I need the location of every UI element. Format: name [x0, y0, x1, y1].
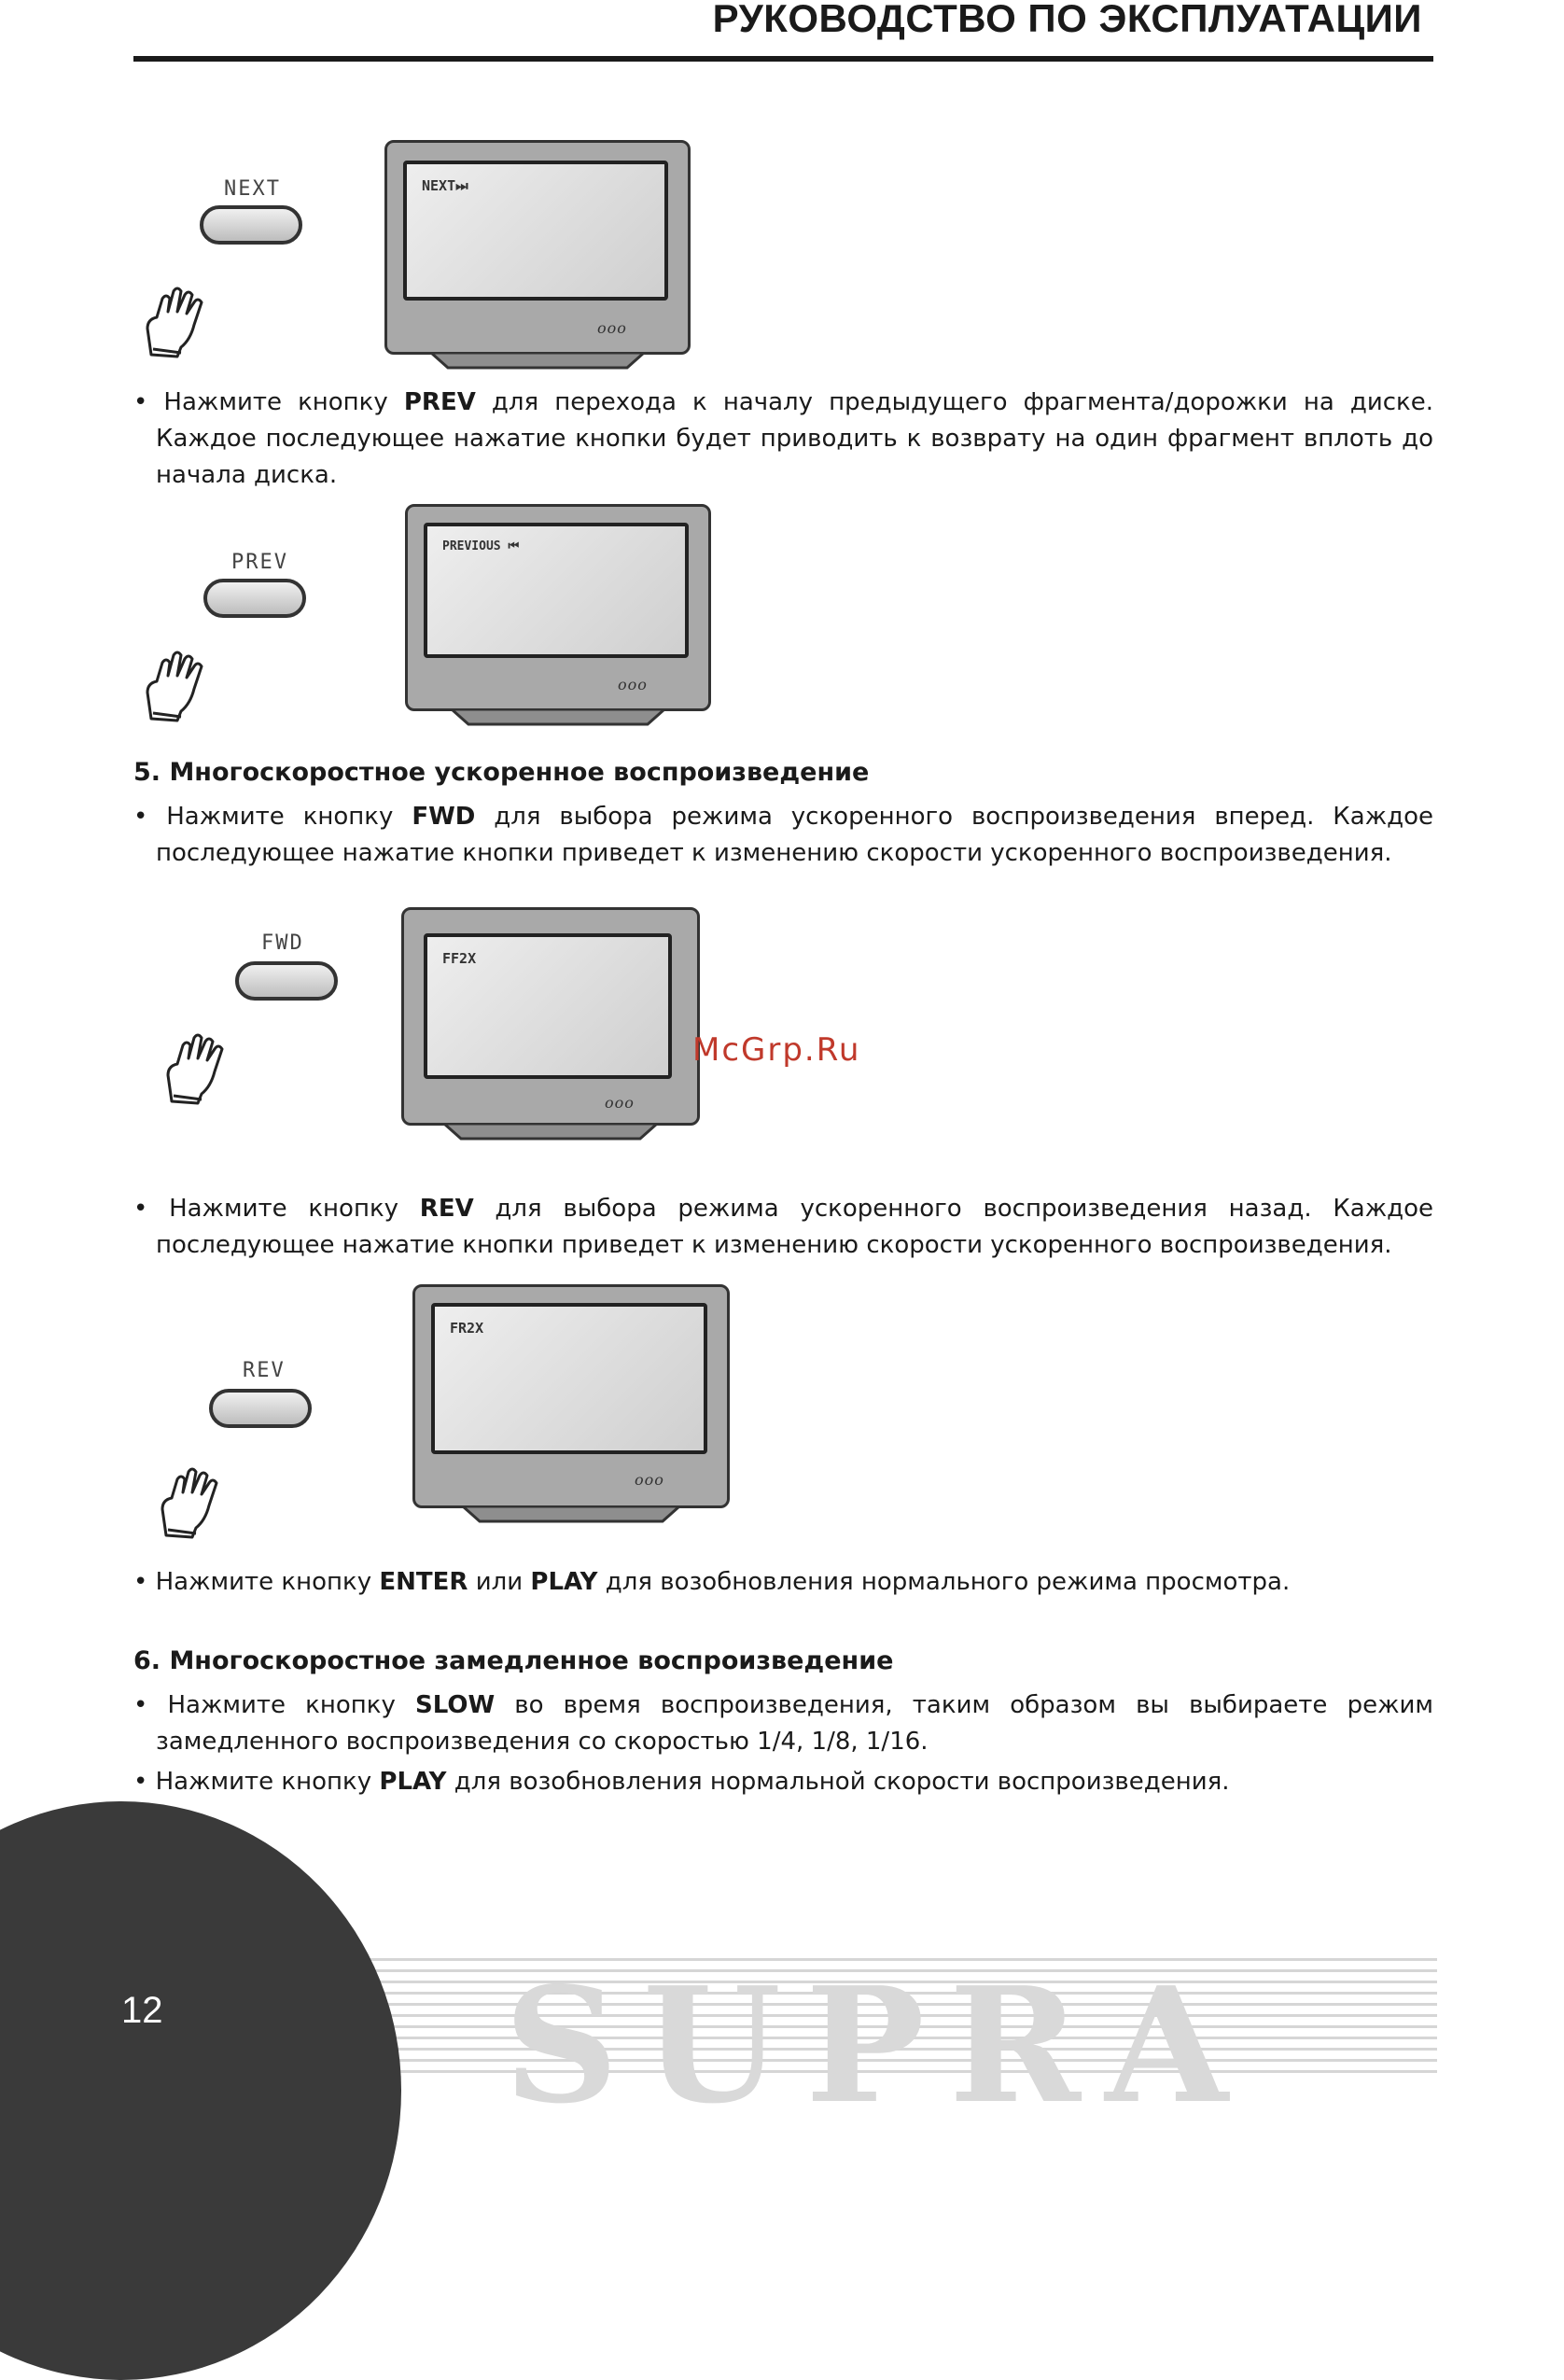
paragraph-enter: • Нажмите кнопку ENTER или PLAY для возобновления нормального режима просмотра. — [133, 1568, 1291, 1596]
tv-osd-rev: FR2X — [450, 1320, 484, 1337]
tv-rev — [412, 1284, 730, 1523]
prev-button-icon — [203, 579, 306, 618]
prev-button-label: PREV — [231, 551, 288, 574]
figure-next — [140, 121, 719, 369]
tv-buttons-icon: ooo — [635, 1471, 664, 1489]
pointing-hand-icon — [155, 1451, 230, 1545]
header-rule — [133, 56, 1433, 62]
figure-rev — [140, 1279, 737, 1521]
section-heading-5: 5. Многоскоростное ускоренное воспроизведение — [133, 758, 870, 787]
next-button-label: NEXT — [224, 177, 281, 201]
tv-fwd — [401, 907, 700, 1141]
tv-osd-fwd: FF2X — [442, 950, 477, 967]
page-number: 12 — [121, 1990, 163, 2031]
paragraph-slow: • Нажмите кнопку SLOW во время воспроизведения, таким образом вы выбираете режим замедленного воспроизведения со скоростью 1/4, 1/8, 1/16. — [133, 1691, 1434, 1756]
watermark-text: McGrp.Ru — [692, 1031, 861, 1069]
tv-prev — [405, 504, 711, 726]
paragraph-play: • Нажмите кнопку PLAY для возобновления нормальной скорости воспроизведения. — [133, 1768, 1230, 1796]
rev-button-icon — [209, 1389, 312, 1428]
next-button-icon — [200, 205, 302, 245]
paragraph-prev: • Нажмите кнопку PREV для перехода к началу предыдущего фрагмента/дорожки на диске. Каждое последующее нажатие кнопки будет приводить к возврату на один фрагмент вплоть до начала диска. — [133, 388, 1433, 489]
section-heading-6: 6. Многоскоростное замедленное воспроизведение — [133, 1646, 894, 1675]
pointing-hand-icon — [140, 635, 215, 728]
tv-next — [384, 140, 691, 368]
pointing-hand-icon — [140, 271, 215, 364]
page-header-title: РУКОВОДСТВО ПО ЭКСПЛУАТАЦИИ — [712, 0, 1422, 40]
tv-buttons-icon: ooo — [618, 676, 648, 693]
fwd-button-icon — [235, 961, 338, 1001]
tv-osd-prev: PREVIOUS ⏮ — [442, 539, 520, 553]
tv-osd-next: NEXT⏭ — [422, 177, 468, 194]
tv-buttons-icon: ooo — [597, 319, 627, 337]
footer-circle — [0, 1801, 401, 2380]
brand-logo: SUPRA — [504, 1953, 1253, 2139]
figure-fwd — [140, 905, 719, 1139]
rev-button-label: REV — [243, 1359, 286, 1382]
tv-buttons-icon: ooo — [605, 1094, 635, 1112]
figure-prev — [140, 499, 719, 723]
paragraph-rev: • Нажмите кнопку REV для выбора режима ускоренного воспроизведения назад. Каждое последующее нажатие кнопки приведет к изменению скорости ускоренного воспроизведения. — [133, 1195, 1434, 1259]
fwd-button-label: FWD — [261, 931, 304, 955]
paragraph-fwd: • Нажмите кнопку FWD для выбора режима ускоренного воспроизведения вперед. Каждое последующее нажатие кнопки приведет к изменению скорости ускоренного воспроизведения. — [133, 803, 1433, 867]
pointing-hand-icon — [161, 1017, 235, 1111]
